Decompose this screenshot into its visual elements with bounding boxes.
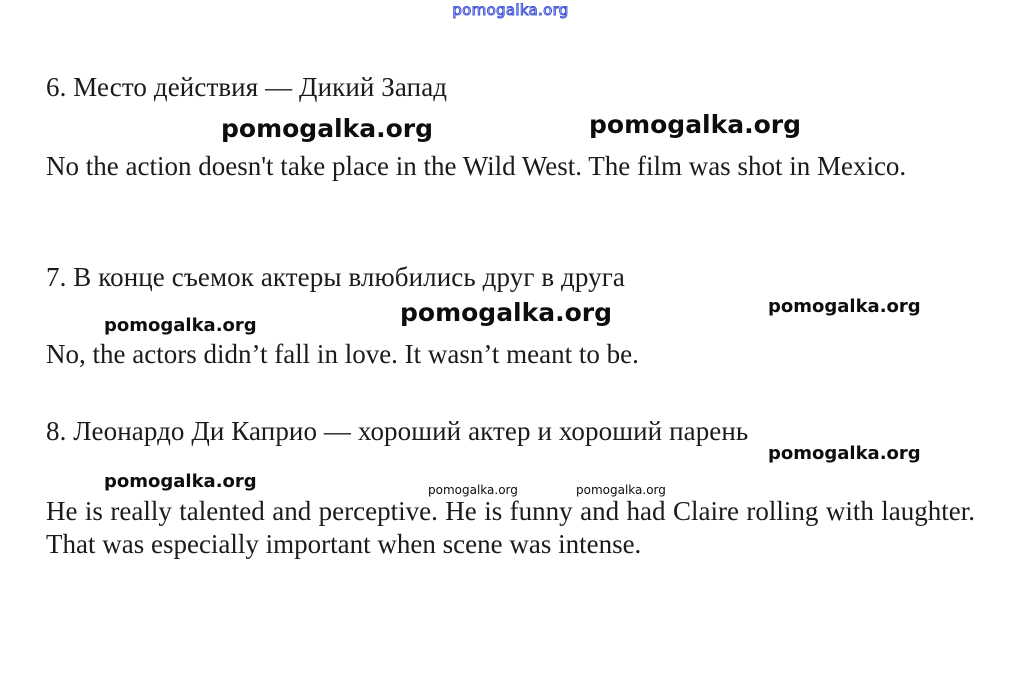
watermark: pomogalka.org [400,298,613,327]
question-7: 7. В конце съемок актеры влюбились друг в друга [46,262,625,292]
watermark: pomogalka.org [428,483,518,497]
question-8: 8. Леонардо Ди Каприо — хороший актер и хороший парень [46,416,749,446]
watermark: pomogalka.org [104,315,257,336]
answer-7: No, the actors didn’t fall in love. It wasn’t meant to be. [46,339,639,369]
watermark: pomogalka.org [221,114,434,143]
watermark: pomogalka.org [104,471,257,492]
site-watermark-top[interactable]: pomogalka.org [452,1,569,19]
answer-8: He is really talented and perceptive. He is funny and had Claire rolling with laughter. That was especially important when scene was intense. [46,496,975,559]
watermark: pomogalka.org [768,443,921,464]
question-6: 6. Место действия — Дикий Запад [46,72,448,102]
watermark: pomogalka.org [589,110,802,139]
answer-6: No the action doesn't take place in the Wild West. The film was shot in Mexico. [46,151,907,181]
watermark: pomogalka.org [768,296,921,317]
watermark: pomogalka.org [576,483,666,497]
